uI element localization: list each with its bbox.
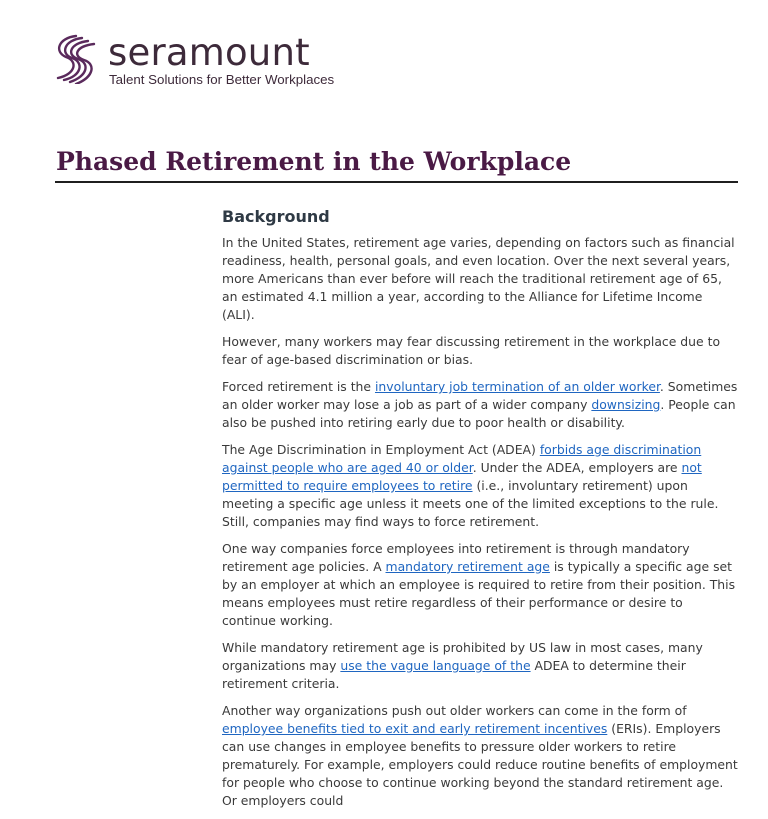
- section-heading: Background: [222, 207, 330, 226]
- paragraph-text: ADEA to determine their retirement criteria.: [222, 658, 686, 691]
- link-forbids-age-discrimination[interactable]: forbids age discrimination against people who are aged 40 or older: [222, 442, 702, 475]
- paragraph-text: One way companies force employees into retirement is through mandatory retirement age policies. A: [222, 541, 690, 574]
- paragraph-4: [222, 441, 738, 531]
- paragraph-text: Forced retirement is the: [222, 379, 375, 394]
- paragraph-7: [222, 702, 738, 810]
- paragraph-text: . Sometimes an older worker may lose a job as part of a wider company: [222, 379, 738, 412]
- paragraph-1: [222, 234, 738, 324]
- paragraph-text: Another way organizations push out older workers can come in the form of: [222, 703, 687, 718]
- link-vague-language[interactable]: use the vague language of the: [340, 658, 531, 673]
- paragraph-text: . Under the ADEA, employers are: [472, 460, 682, 475]
- paragraph-2: [222, 333, 738, 369]
- paragraph-text: is typically a specific age set by an employer at which an employee is required to retire from their position. This means employees must retire regardless of their performance or desire to continue working.: [222, 559, 736, 628]
- paragraph-text: However, many workers may fear discussing retirement in the workplace due to fear of age-based discrimination or bias.: [222, 334, 721, 367]
- paragraph-3: [222, 378, 738, 432]
- paragraph-5: [222, 540, 738, 630]
- seramount-swirl-icon: [52, 34, 100, 84]
- link-employee-benefits-exit-incentives[interactable]: employee benefits tied to exit and early retirement incentives: [222, 721, 608, 736]
- paragraph-text: (ERIs). Employers can use changes in employee benefits to pressure older workers to retire prematurely. For example, employers could reduce routine benefits of employment for people who choose to continue working beyond the standard retirement age. Or employers could: [222, 721, 738, 808]
- title-divider: [55, 181, 738, 183]
- link-downsizing[interactable]: downsizing: [591, 397, 661, 412]
- paragraph-6: [222, 639, 738, 693]
- brand-name: seramount: [108, 31, 310, 74]
- logo: [52, 31, 335, 87]
- paragraph-text: (i.e., involuntary retirement) upon meeting a specific age unless it meets one of the limited exceptions to the rule. Still, companies may find ways to force retirement.: [222, 478, 719, 529]
- link-involuntary-termination[interactable]: involuntary job termination of an older worker: [374, 379, 660, 394]
- paragraph-text: . People can also be pushed into retiring early due to poor health or disability.: [222, 397, 736, 430]
- link-not-permitted-to-require-retire[interactable]: not permitted to require employees to retire: [222, 460, 702, 493]
- link-mandatory-retirement-age[interactable]: mandatory retirement age: [385, 559, 550, 574]
- paragraph-text: In the United States, retirement age varies, depending on factors such as financial readiness, health, personal goals, and even location. Over the next several years, more Americans than ever before will reach the traditional retirement age of 65, an estimated 4.1 million a year, according to the Alliance for Lifetime Income (ALI).: [222, 235, 735, 322]
- paragraph-text: The Age Discrimination in Employment Act (ADEA): [222, 442, 540, 457]
- article-body: [222, 207, 738, 819]
- page-title: Phased Retirement in the Workplace: [56, 147, 572, 176]
- brand-tagline: Talent Solutions for Better Workplaces: [109, 72, 335, 87]
- paragraph-text: While mandatory retirement age is prohibited by US law in most cases, many organizations may: [222, 640, 703, 673]
